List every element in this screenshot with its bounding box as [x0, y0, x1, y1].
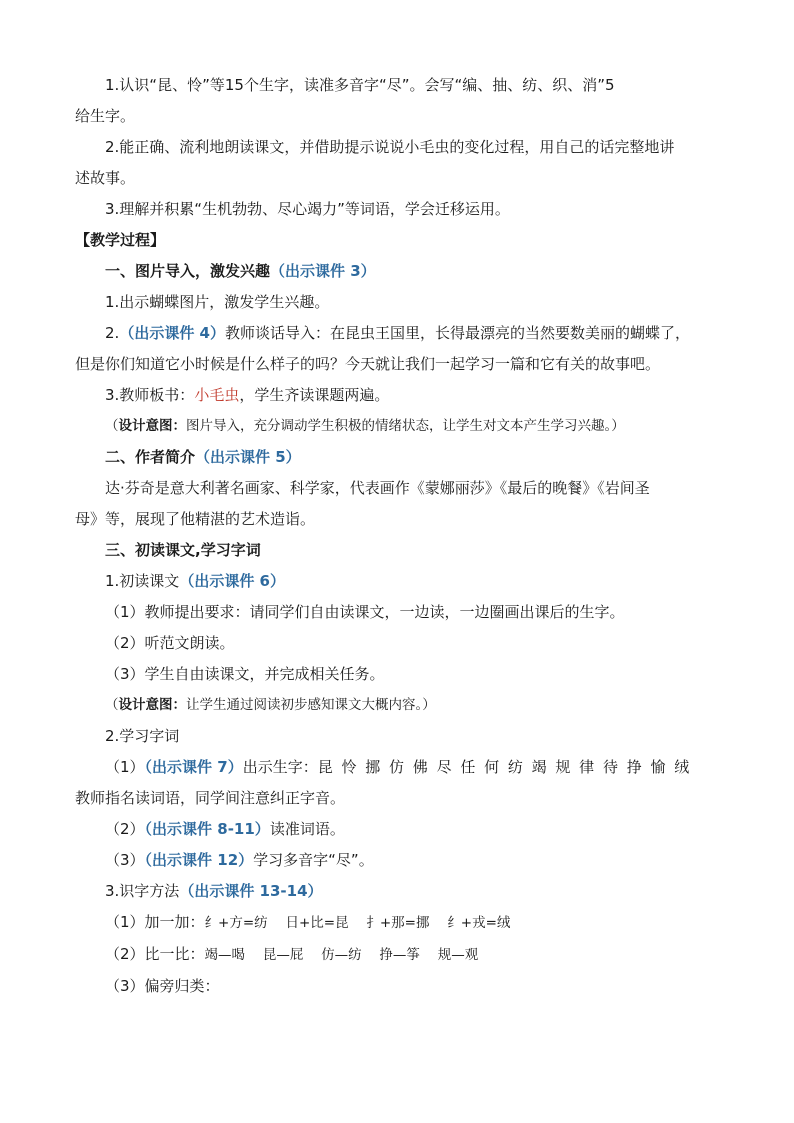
section-1-para-1: 1.出示蝴蝶图片，激发学生兴趣。 [105, 293, 330, 311]
para-suffix: ，学生齐读课题两遍。 [239, 386, 390, 404]
goal-line-1: 1.认识“昆、怜”等15个生字，读准多音字“尽”。会写“编、抽、纺、织、消”5 [105, 76, 615, 94]
item-prefix: 出示生字： [242, 758, 318, 776]
sub-a-item-2: （2）听范文朗读。 [105, 634, 235, 652]
sub-c-title: 3.识字方法 [105, 882, 180, 900]
sub-b-item-1 [75, 752, 725, 783]
addition-items: 纟+方=纺 日+比=昆 扌+那=挪 纟+戎=绒 [204, 915, 511, 931]
item-number: （1） [105, 758, 145, 776]
section-1-para-2-cont: 但是你们知道它小时候是什么样子的吗？今天就让我们一起学习一篇和它有关的故事吧。 [75, 355, 661, 373]
section-1-courseware-tag: （出示课件 3） [270, 262, 376, 280]
sub-a-item-3: （3）学生自由读课文，并完成相关任务。 [105, 665, 385, 683]
section-2-para-1: 达·芬奇是意大利著名画家、科学家，代表画作《蒙娜丽莎》《最后的晚餐》《岩间圣 [105, 479, 650, 497]
sub-a-title: 1.初读课文 [105, 572, 180, 590]
item-prefix: （2）比一比： [105, 945, 205, 963]
sub-b-item-1-cont: 教师指名读词语，同学间注意纠正字音。 [75, 789, 346, 807]
item-number: （2） [105, 820, 145, 838]
para-prefix: 3.教师板书： [105, 386, 195, 404]
section-1-para-2 [75, 318, 725, 349]
sub-c-item-1 [75, 907, 725, 939]
para-text: 教师谈话导入：在昆虫王国里，长得最漂亮的当然要数美丽的蝴蝶了， [224, 324, 690, 342]
sub-b-item-2 [75, 814, 725, 845]
note-text: 图片导入，充分调动学生积极的情绪状态，让学生对文本产生学习兴趣。） [186, 418, 625, 434]
section-2-title [75, 442, 725, 473]
section-3-title: 三、初读课文,学习字词 [105, 541, 261, 559]
courseware-tag: （出示课件 4） [119, 324, 225, 342]
goal-line-3: 3.理解并积累“生机勃勃、尽心竭力”等词语，学会迁移运用。 [105, 200, 510, 218]
sub-a-item-1: （1）教师提出要求：请同学们自由读课文，一边读，一边圈画出课后的生字。 [105, 603, 625, 621]
sub-c-courseware-tag: （出示课件 13-14） [179, 882, 323, 900]
note-open-paren: （ [105, 418, 119, 434]
section-1-para-3 [75, 380, 725, 411]
item-prefix: （1）加一加： [105, 913, 205, 931]
section-2-title-text: 二、作者简介 [105, 448, 196, 466]
courseware-tag: （出示课件 7） [144, 758, 243, 776]
courseware-tag: （出示课件 12） [144, 851, 254, 869]
note-label: 设计意图： [118, 418, 186, 434]
new-characters: 昆 怜 挪 仿 佛 尽 任 何 纺 竭 规 律 待 挣 愉 绒 [317, 758, 692, 776]
courseware-tag: （出示课件 8-11） [144, 820, 270, 838]
sub-a-courseware-tag: （出示课件 6） [179, 572, 285, 590]
note-text: 让学生通过阅读初步感知课文大概内容。） [186, 697, 436, 713]
section-3-sub-c [75, 876, 725, 907]
sub-c-item-2 [75, 939, 725, 971]
board-title-red: 小毛虫 [194, 386, 240, 404]
sub-b-item-3 [75, 845, 725, 876]
note-open-paren: （ [105, 697, 119, 713]
item-text: 读准词语。 [269, 820, 345, 838]
goal-line-2: 2.能正确、流利地朗读课文，并借助提示说说小毛虫的变化过程，用自己的话完整地讲 [105, 138, 675, 156]
sub-c-item-3: （3）偏旁归类： [105, 977, 220, 995]
document-page [75, 70, 725, 1002]
section-1-title [75, 256, 725, 287]
item-text: 学习多音字“尽”。 [253, 851, 374, 869]
note-label: 设计意图： [118, 697, 186, 713]
para-number: 2. [105, 324, 120, 342]
section-2-para-1-cont: 母》等，展现了他精湛的艺术造诣。 [75, 510, 316, 528]
goal-line-2-cont: 述故事。 [75, 169, 136, 187]
goal-line-1-cont: 给生字。 [75, 107, 136, 125]
process-heading: 【教学过程】 [75, 231, 166, 249]
section-2-courseware-tag: （出示课件 5） [195, 448, 301, 466]
section-1-design-note [75, 411, 725, 442]
section-3-sub-b: 2.学习字词 [105, 727, 180, 745]
comparison-items: 竭—喝 昆—屁 仿—纺 挣—筝 规—观 [204, 947, 479, 963]
section-3-design-note [75, 690, 725, 721]
section-1-title-text: 一、图片导入，激发兴趣 [105, 262, 271, 280]
item-number: （3） [105, 851, 145, 869]
section-3-sub-a [75, 566, 725, 597]
